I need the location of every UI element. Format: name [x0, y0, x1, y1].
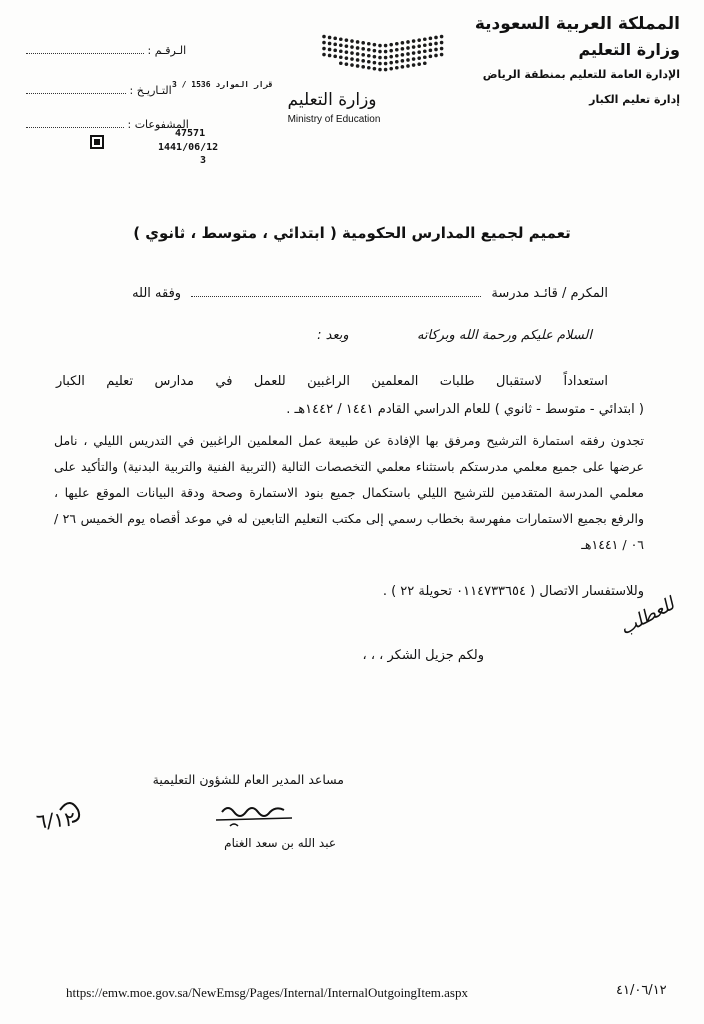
- handwritten-date: ٦/١٢: [35, 806, 76, 834]
- directorate-title: الإدارة العامة للتعليم بمنطقة الرياض: [482, 68, 680, 81]
- stamp-number: 47571: [175, 128, 206, 139]
- attachments-field: [26, 118, 124, 128]
- closing-thanks: ولكم جزيل الشكر ، ، ،: [362, 648, 484, 663]
- addressee: المكرم / قائـد مدرسة: [491, 286, 608, 301]
- logo-english-text: Ministry of Education: [287, 114, 381, 125]
- number-row: [26, 44, 186, 57]
- number-field: [26, 44, 144, 54]
- barcode-icon: [90, 135, 104, 149]
- para1-line1: استعداداً لاستقبال طلبات المعلمين الراغبين للعمل في مدارس تعليم الكبار: [56, 374, 608, 389]
- stamp-date: 1441/06/12: [158, 142, 219, 153]
- letterhead-right: [475, 14, 680, 106]
- blessing: وفقه الله: [132, 286, 182, 301]
- greeting-line: [317, 328, 592, 343]
- ministry-logo: [262, 30, 452, 134]
- footer-url: https://emw.moe.gov.sa/NewEmsg/Pages/Internal/InternalOutgoingItem.aspx: [66, 985, 468, 1000]
- para3: وللاستفسار الاتصال ( ٠١١٤٧٣٣٦٥٤ تحويلة ٢٢ ) .: [382, 584, 644, 599]
- footer-date: ٤١/٠٦/١٢: [616, 983, 667, 998]
- attachments-label: المشفوعات :: [127, 118, 189, 131]
- after-greeting: وبعد :: [317, 328, 349, 343]
- greeting: السلام عليكم ورحمة الله وبركاته: [416, 328, 592, 343]
- number-label: الـرقـم :: [147, 44, 187, 57]
- signatory-name: عبد الله بن سعد الغنام: [224, 836, 336, 850]
- ministry-title: وزارة التعليم: [578, 40, 680, 59]
- handwritten-annotation: للعطلب: [616, 593, 679, 640]
- logo-mark-icon: [262, 30, 452, 90]
- para2: تجدون رفقه استمارة الترشيح ومرفق بها الإفادة عن طبيعة عمل المعلمين الراغبين في التدريس الليلي ، نامل عرضها على جميع معلمي مدرستكم باستثناء معلمي التخصصات التالية (التربية الفنية والتربية البدنية) والتأكيد على معلمي المدرسة المتقدمين للترشيح الليلي باستكمال جميع بنود الاستمارة وصحة ودقة البيانات الموقع عليها ، والرفع بجميع الاستمارات مفهرسة بخطاب رسمي إلى مكتب التعليم التابعين له في موعد أقصاه يوم الخميس ٢٦ / ٠٦ / ١٤٤١هـ: [54, 433, 644, 552]
- logo-arabic-text: وزارة التعليم: [287, 90, 377, 110]
- stamp-line: قرار الموارد 1536 / 3: [172, 80, 274, 89]
- letter-subject: تعميم لجميع المدارس الحكومية ( ابتدائي ، متوسط ، ثانوي ): [133, 224, 571, 242]
- kingdom-title: المملكة العربية السعودية: [474, 14, 680, 34]
- attachments-row: [26, 118, 189, 131]
- department-title: إدارة تعليم الكبار: [589, 93, 680, 106]
- school-name-field: [191, 287, 481, 297]
- date-label: التـاريـخ :: [129, 84, 172, 97]
- signatory-title: مساعد المدير العام للشؤون التعليمية: [152, 772, 344, 787]
- addressee-line: [132, 286, 608, 301]
- para1-line2: ( ابتدائي - متوسط - ثانوي ) للعام الدراسي القادم ١٤٤١ / ١٤٤٢هـ .: [286, 402, 644, 417]
- date-row: [26, 84, 172, 97]
- stamp-count: 3: [200, 155, 207, 166]
- date-field: [26, 84, 126, 94]
